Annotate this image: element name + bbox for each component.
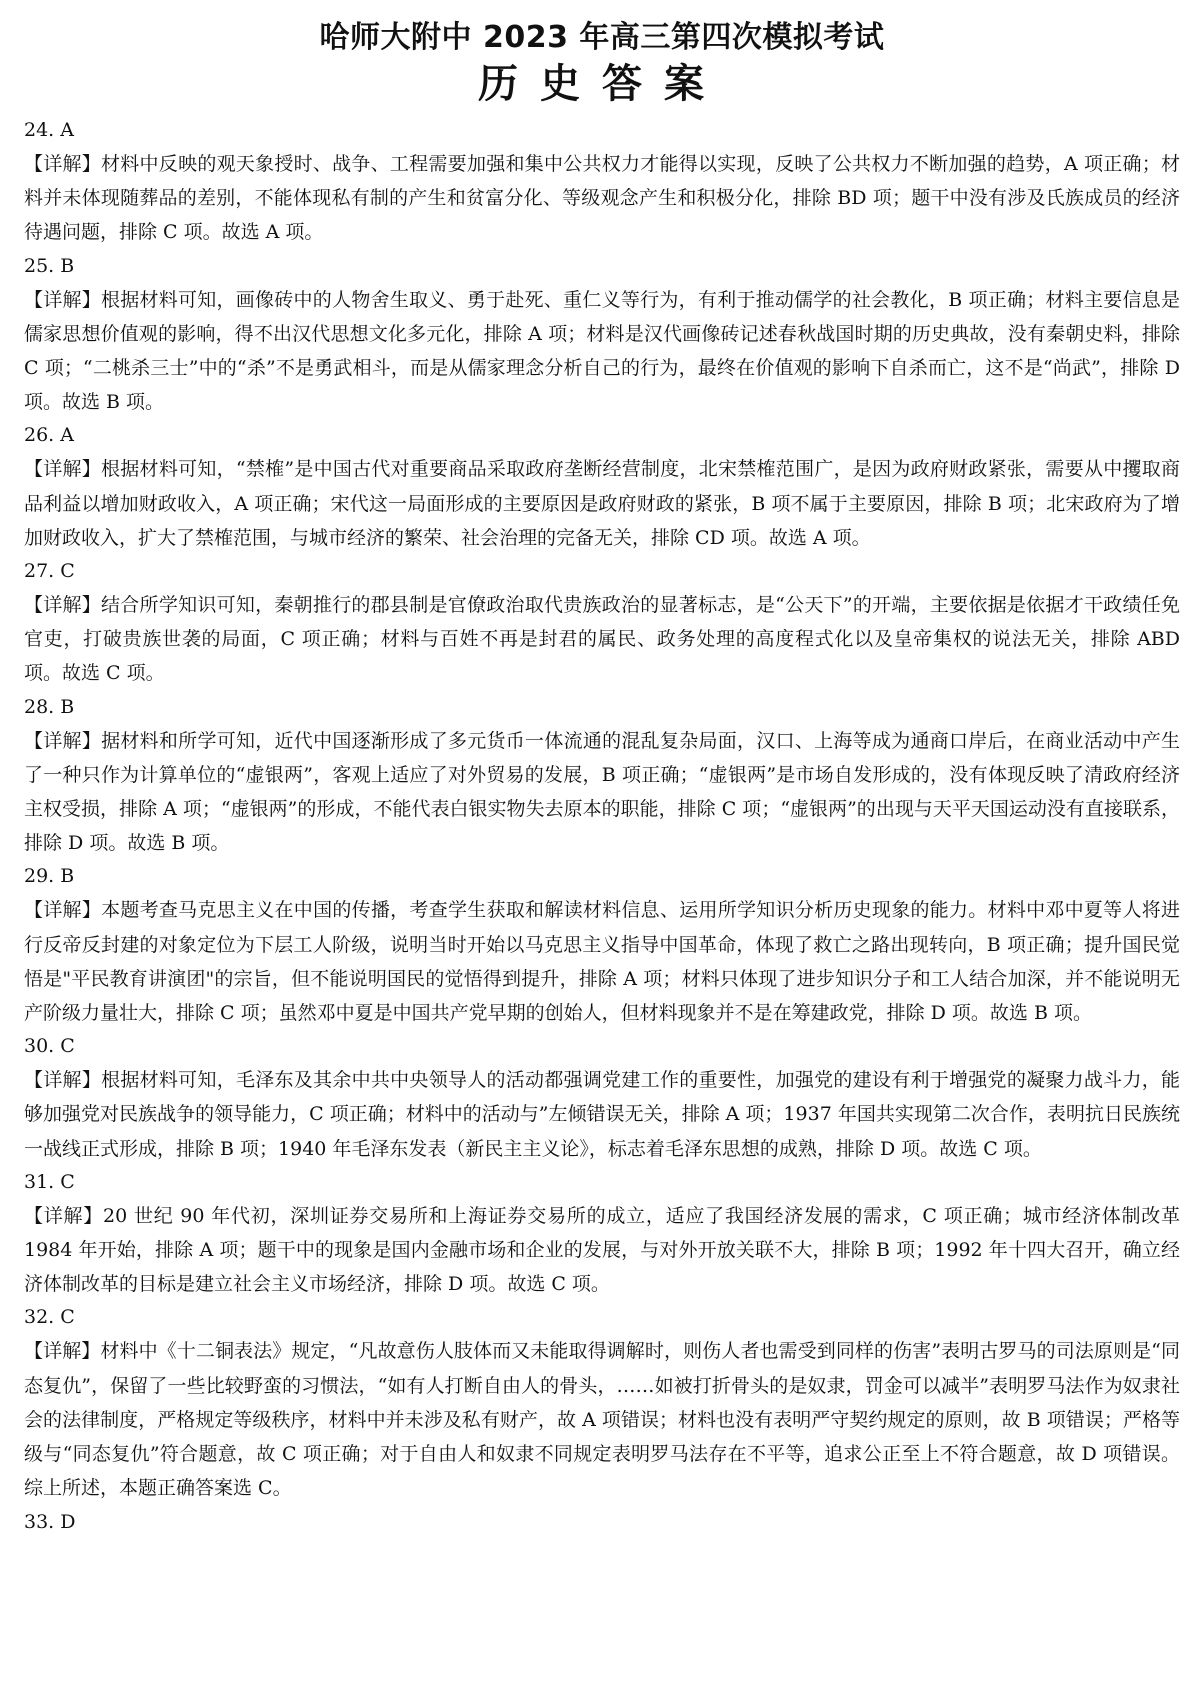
answer-explanation: 【详解】本题考查马克思主义在中国的传播，考查学生获取和解读材料信息、运用所学知识分析历史现象的能力。材料中邓中夏等人将进行反帝反封建的对象定位为下层工人阶级，说明当时开始以马克思主义指导中国革命，体现了救亡之路出现转向，B 项正确；提升国民觉悟是"平民教育讲演团"的宗旨，但不能说明国民的觉悟得到提升，排除 A 项；材料只体现了进步知识分子和工人结合加深，并不能说明无产阶级力量壮大，排除 C 项；虽然邓中夏是中国共产党早期的创始人，但材料现象并不是在筹建政党，排除 D 项。故选 B 项。 — [24, 899, 1180, 1025]
answer-explanation: 【详解】20 世纪 90 年代初，深圳证券交易所和上海证券交易所的成立，适应了我国经济发展的需求，C 项正确；城市经济体制改革 1984 年开始，排除 A 项；题干中的现象是国内金融市场和企业的发展，与对外开放关联不大，排除 B 项；1992 年十四大召开，确立经济体制改革的目标是建立社会主义市场经济，排除 D 项。故选 C 项。 — [24, 1204, 1180, 1296]
answer-item-32 — [24, 1301, 1180, 1505]
answer-sheet-page — [24, 18, 1180, 1539]
answer-explanation: 【详解】根据材料可知，“禁榷”是中国古代对重要商品采取政府垄断经营制度，北宋禁榷范围广，是因为政府财政紧张，需要从中攫取商品利益以增加财政收入，A 项正确；宋代这一局面形成的主要原因是政府财政的紧张，B 项不属于主要原因，排除 B 项；北宋政府为了增加财政收入，扩大了禁榷范围，与城市经济的繁荣、社会治理的完备无关，排除 CD 项。故选 A 项。 — [24, 458, 1180, 549]
question-number: 31. C — [24, 1170, 75, 1193]
answer-item-31 — [24, 1166, 1180, 1302]
question-number: 24. A — [24, 119, 74, 141]
question-number: 26. A — [24, 424, 74, 447]
answer-explanation: 【详解】根据材料可知，毛泽东及其余中共中央领导人的活动都强调党建工作的重要性，加强党的建设有利于增强党的凝聚力战斗力，能够加强党对民族战争的领导能力，C 项正确；材料中的活动与”左倾错误无关，排除 A 项；1937 年国共实现第二次合作，表明抗日民族统一战线正式形成，排除 B 项；1940 年毛泽东发表（新民主主义论》，标志着毛泽东思想的成熟，排除 D 项。故选 C 项。 — [24, 1069, 1180, 1160]
answer-explanation: 【详解】材料中《十二铜表法》规定，“凡故意伤人肢体而又未能取得调解时，则伤人者也需受到同样的伤害”表明古罗马的司法原则是“同态复仇”，保留了一些比较野蛮的习惯法，“如有人打断自由人的骨头，……如被打折骨头的是奴隶，罚金可以减半”表明罗马法作为奴隶社会的法律制度，严格规定等级秩序，材料中并未涉及私有财产，故 A 项错误；材料也没有表明严守契约规定的原则，故 B 项错误；严格等级与“同态复仇”符合题意，故 C 项正确；对于自由人和奴隶不同规定表明罗马法存在不平等，追求公正至上不符合题意，故 D 项错误。综上所述，本题正确答案选 C。 — [24, 1340, 1180, 1500]
answer-item-28 — [24, 691, 1180, 861]
answer-item-24 — [24, 114, 1180, 250]
answer-item-27 — [24, 555, 1180, 691]
exam-title: 哈师大附中 2023 年高三第四次模拟考试 — [319, 20, 885, 55]
answer-explanation: 【详解】根据材料可知，画像砖中的人物舍生取义、勇于赴死、重仁义等行为，有利于推动儒学的社会教化，B 项正确；材料主要信息是儒家思想价值观的影响，得不出汉代思想文化多元化，排除 A 项；材料是汉代画像砖记述春秋战国时期的历史典故，没有秦朝史料，排除 C 项；“二桃杀三士”中的“杀”不是勇武相斗，而是从儒家理念分析自己的行为，最终在价值观的影响下自杀而亡，这不是“尚武”，排除 D 项。故选 B 项。 — [24, 288, 1180, 414]
answer-item-33 — [24, 1506, 1180, 1539]
question-number: 32. C — [24, 1306, 75, 1329]
answer-explanation: 【详解】据材料和所学可知，近代中国逐渐形成了多元货币一体流通的混乱复杂局面，汉口、上海等成为通商口岸后，在商业活动中产生了一种只作为计算单位的“虚银两”，客观上适应了对外贸易的发展，B 项正确；“虚银两”是市场自发形成的，没有体现反映了清政府经济主权受损，排除 A 项；“虚银两”的形成，不能代表白银实物失去原本的职能，排除 C 项；“虚银两”的出现与天平天国运动没有直接联系，排除 D 项。故选 B 项。 — [24, 729, 1180, 855]
question-number: 28. B — [24, 695, 75, 718]
question-number: 33. D — [24, 1510, 76, 1533]
answer-item-30 — [24, 1030, 1180, 1166]
question-number: 30. C — [24, 1035, 75, 1058]
question-number: 25. B — [24, 254, 75, 277]
question-number: 29. B — [24, 865, 75, 888]
answer-explanation: 【详解】结合所学知识可知，秦朝推行的郡县制是官僚政治取代贵族政治的显著标志，是“公天下”的开端，主要依据是依据才干政绩任免官吏，打破贵族世袭的局面，C 项正确；材料与百姓不再是封君的属民、政务处理的高度程式化以及皇帝集权的说法无关，排除 ABD 项。故选 C 项。 — [24, 594, 1180, 685]
answer-item-26 — [24, 419, 1180, 555]
answer-explanation: 【详解】材料中反映的观天象授时、战争、工程需要加强和集中公共权力才能得以实现，反映了公共权力不断加强的趋势，A 项正确；材料并未体现随葬品的差别，不能体现私有制的产生和贫富分化、等级观念产生和积极分化，排除 BD 项；题干中没有涉及氏族成员的经济待遇问题，排除 C 项。故选 A 项。 — [24, 153, 1180, 244]
answer-subtitle: 历史答案 — [478, 61, 726, 107]
answer-item-25 — [24, 250, 1180, 420]
answer-item-29 — [24, 860, 1180, 1030]
question-number: 27. C — [24, 560, 75, 583]
